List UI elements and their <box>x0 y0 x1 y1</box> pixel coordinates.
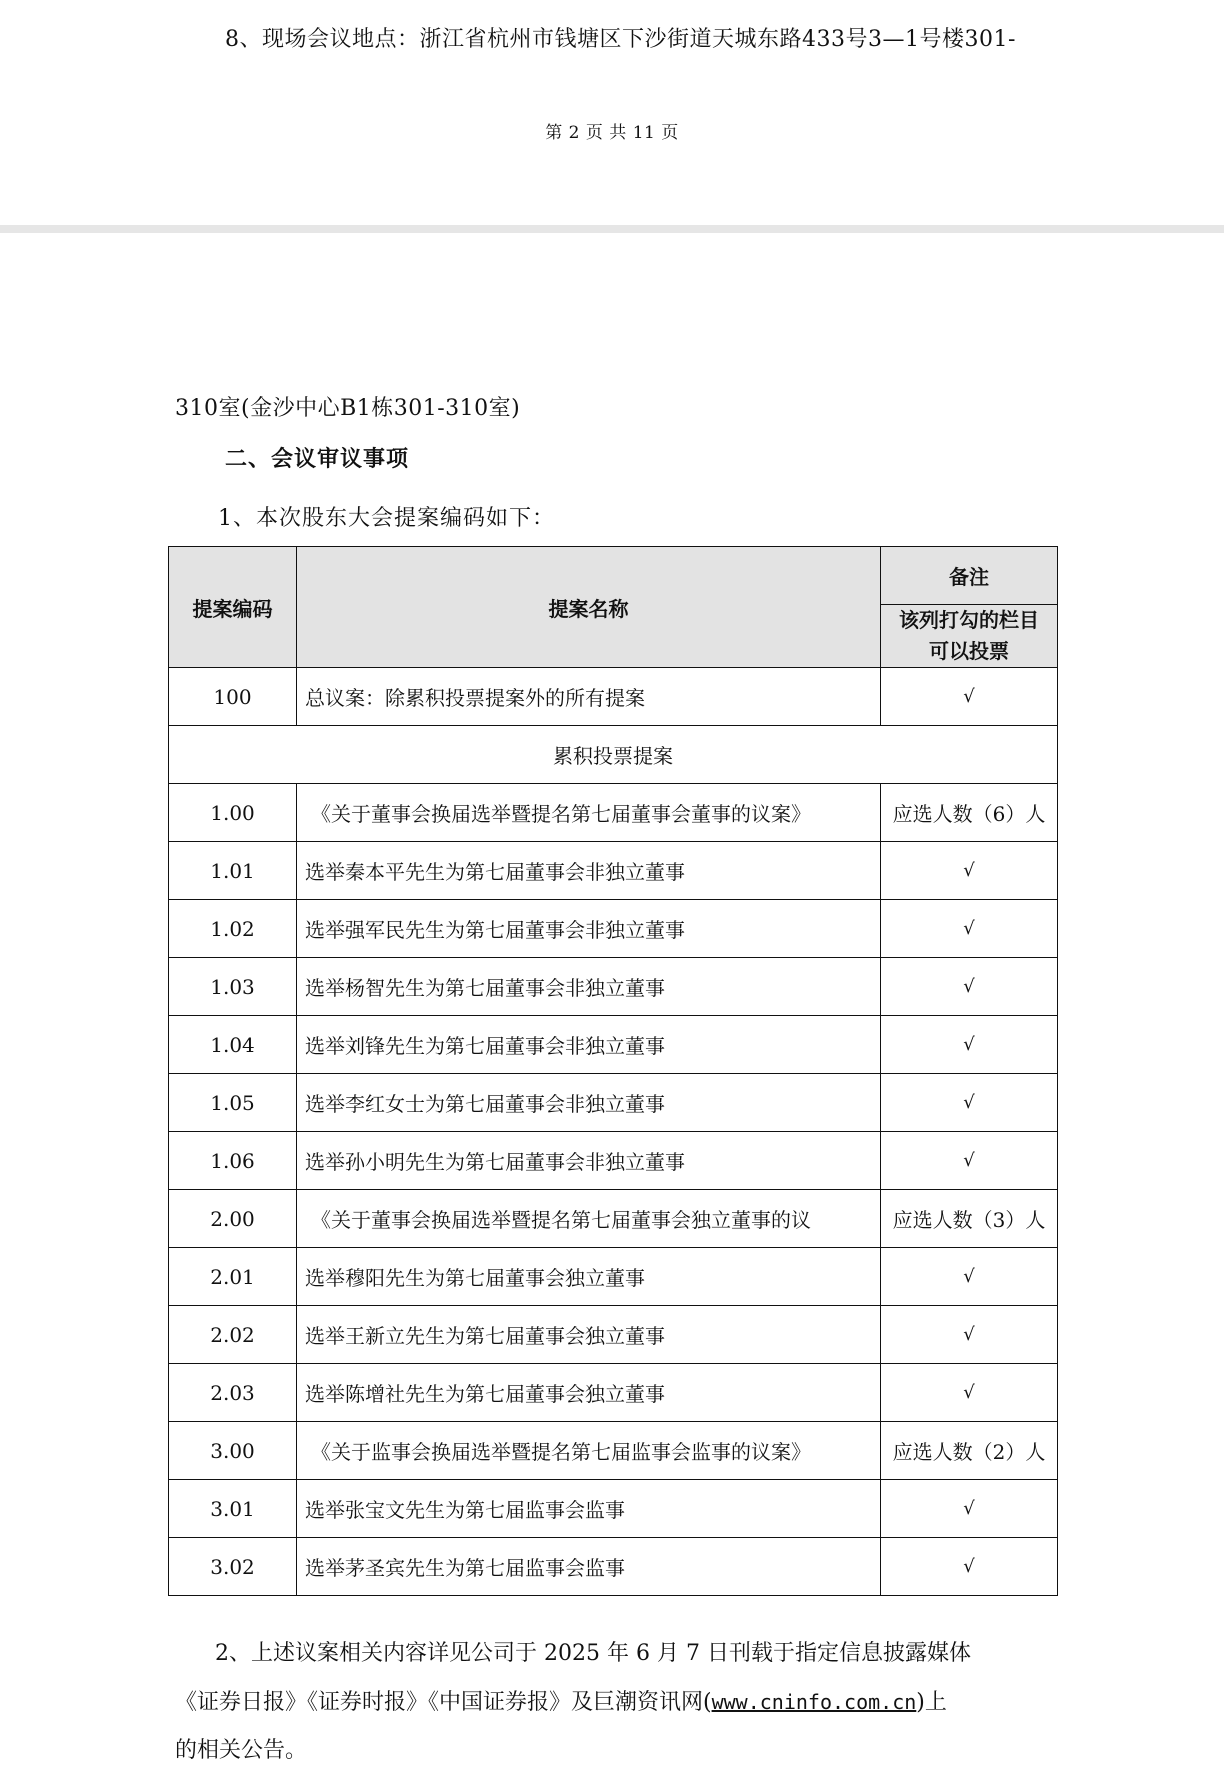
section-title: 二、会议审议事项 <box>225 446 410 472</box>
seats-to-elect: 应选人数（6）人 <box>881 784 1058 842</box>
location-continuation: 310室(金沙中心B1栋301-310室) <box>175 396 521 421</box>
proposal-name: 总议案：除累积投票提案外的所有提案 <box>297 668 881 726</box>
proposal-code: 2.02 <box>169 1306 297 1364</box>
vote-checkmark: √ <box>881 1132 1058 1190</box>
proposal-code: 2.00 <box>169 1190 297 1248</box>
proposal-code: 1.04 <box>169 1016 297 1074</box>
proposal-name: 《关于监事会换届选举暨提名第七届监事会监事的议案》 <box>297 1422 881 1480</box>
proposal-code: 100 <box>169 668 297 726</box>
header-proposal-code: 提案编码 <box>169 547 297 668</box>
cumulative-voting-group-label: 累积投票提案 <box>169 726 1058 784</box>
vote-checkmark: √ <box>881 900 1058 958</box>
disclosure-paragraph <box>175 1630 1050 1775</box>
header-proposal-name: 提案名称 <box>297 547 881 668</box>
disclosure-line-2 <box>175 1678 1050 1727</box>
disclosure-line-1: 2、上述议案相关内容详见公司于 2025 年 6 月 7 日刊载于指定信息披露媒体 <box>215 1641 971 1666</box>
table-row <box>169 668 1058 726</box>
seats-to-elect: 应选人数（3）人 <box>881 1190 1058 1248</box>
proposal-name: 选举茅圣宾先生为第七届监事会监事 <box>297 1538 881 1596</box>
proposal-code: 1.05 <box>169 1074 297 1132</box>
proposal-code: 2.01 <box>169 1248 297 1306</box>
table-row <box>169 1364 1058 1422</box>
vote-checkmark: √ <box>881 1248 1058 1306</box>
media-list: 《证券日报》《证券时报》《中国证券报》及巨潮资讯网( <box>175 1690 712 1715</box>
table-row <box>169 1538 1058 1596</box>
vote-checkmark: √ <box>881 1016 1058 1074</box>
table-row <box>169 1306 1058 1364</box>
header-note: 备注 <box>881 547 1058 605</box>
vote-checkmark: √ <box>881 1538 1058 1596</box>
header-note-sub <box>881 605 1058 668</box>
vote-checkmark: √ <box>881 1480 1058 1538</box>
header-note-sub-line2: 可以投票 <box>929 639 1009 663</box>
table-row <box>169 842 1058 900</box>
table-row <box>169 784 1058 842</box>
proposal-code: 3.02 <box>169 1538 297 1596</box>
proposal-code: 1.02 <box>169 900 297 958</box>
cninfo-link[interactable]: www.cninfo.com.cn <box>711 1690 917 1714</box>
table-row <box>169 900 1058 958</box>
table-row <box>169 958 1058 1016</box>
table-row <box>169 1016 1058 1074</box>
page-number-footer: 第 2 页 共 11 页 <box>545 123 679 143</box>
seats-to-elect: 应选人数（2）人 <box>881 1422 1058 1480</box>
proposal-name: 选举孙小明先生为第七届董事会非独立董事 <box>297 1132 881 1190</box>
table-row <box>169 1074 1058 1132</box>
proposal-name: 《关于董事会换届选举暨提名第七届董事会独立董事的议 <box>297 1190 881 1248</box>
proposal-name: 选举陈增社先生为第七届董事会独立董事 <box>297 1364 881 1422</box>
table-group-row <box>169 726 1058 784</box>
header-note-sub-line1: 该列打勾的栏目 <box>899 608 1039 632</box>
proposal-code: 1.01 <box>169 842 297 900</box>
proposal-name: 选举强军民先生为第七届董事会非独立董事 <box>297 900 881 958</box>
table-row <box>169 1132 1058 1190</box>
vote-checkmark: √ <box>881 668 1058 726</box>
table-row <box>169 1248 1058 1306</box>
proposal-name: 选举秦本平先生为第七届董事会非独立董事 <box>297 842 881 900</box>
proposal-name: 选举王新立先生为第七届董事会独立董事 <box>297 1306 881 1364</box>
disclosure-line-3: 的相关公告。 <box>175 1738 308 1763</box>
disclosure-line-2-end: )上 <box>916 1690 947 1715</box>
proposal-name: 《关于董事会换届选举暨提名第七届董事会董事的议案》 <box>297 784 881 842</box>
proposal-name: 选举刘锋先生为第七届董事会非独立董事 <box>297 1016 881 1074</box>
meeting-location-line: 8、现场会议地点：浙江省杭州市钱塘区下沙街道天城东路433号3—1号楼301- <box>225 27 1016 52</box>
proposal-name: 选举李红女士为第七届董事会非独立董事 <box>297 1074 881 1132</box>
proposal-code: 1.03 <box>169 958 297 1016</box>
page-separator <box>0 225 1224 233</box>
table-row <box>169 1190 1058 1248</box>
proposal-code: 1.06 <box>169 1132 297 1190</box>
vote-checkmark: √ <box>881 842 1058 900</box>
proposal-code: 1.00 <box>169 784 297 842</box>
previous-page-bottom <box>0 0 1224 225</box>
proposal-name: 选举张宝文先生为第七届监事会监事 <box>297 1480 881 1538</box>
vote-checkmark: √ <box>881 1364 1058 1422</box>
table-row <box>169 1422 1058 1480</box>
vote-checkmark: √ <box>881 958 1058 1016</box>
proposal-code: 3.00 <box>169 1422 297 1480</box>
proposal-table <box>168 546 1058 1596</box>
vote-checkmark: √ <box>881 1306 1058 1364</box>
proposal-code: 2.03 <box>169 1364 297 1422</box>
current-page <box>0 233 1224 1790</box>
table-row <box>169 1480 1058 1538</box>
vote-checkmark: √ <box>881 1074 1058 1132</box>
proposal-name: 选举杨智先生为第七届董事会非独立董事 <box>297 958 881 1016</box>
proposal-name: 选举穆阳先生为第七届董事会独立董事 <box>297 1248 881 1306</box>
proposal-intro: 1、本次股东大会提案编码如下： <box>218 506 555 531</box>
proposal-code: 3.01 <box>169 1480 297 1538</box>
